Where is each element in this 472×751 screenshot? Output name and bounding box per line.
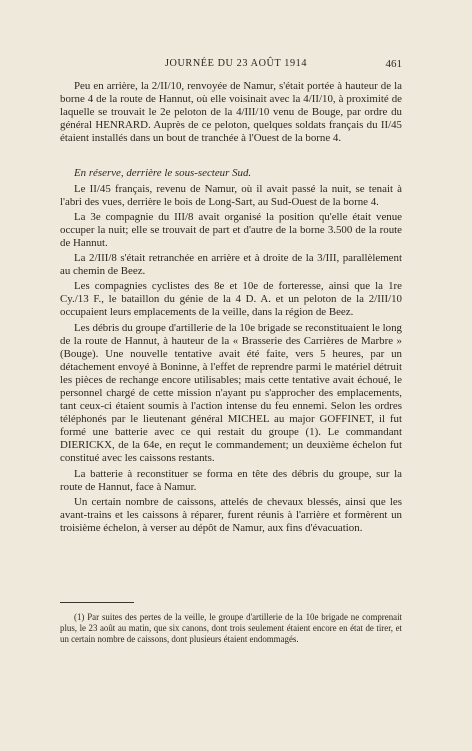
section-heading: En réserve, derrière le sous-secteur Sud.	[74, 167, 252, 180]
paragraph-8: Un certain nombre de caissons, attelés de chevaux blessés, ainsi que les avant-trains et les caissons à réparer, furent réunis à l'arrière et formèrent un troisième échelon, à verser au dépôt de Namur, aux fins d'évacuation.	[60, 495, 402, 534]
paragraph-1: Peu en arrière, la 2/II/10, renvoyée de Namur, s'était portée à hauteur de la borne 4 de la route de Hannut, où elle voisinait avec la 4/II/10, à proximité de laquelle se trouvait le 2e peloton de la 4/III/10 venu de Bouge, par ordre du général HENRARD. Auprès de ce peloton, quelques soldats français du II/45 étaient installés dans un bout de tranchée à l'Ouest de la borne 4.	[60, 80, 402, 145]
running-head: JOURNÉE DU 23 AOÛT 1914	[164, 58, 308, 69]
footnote-divider	[60, 602, 134, 603]
paragraph-7: La batterie à reconstituer se forma en tête des débris du groupe, sur la route de Hannut, face à Namur.	[60, 467, 402, 493]
body-text	[60, 80, 402, 537]
page-number: 461	[385, 58, 402, 70]
paragraph-2: Le II/45 français, revenu de Namur, où il avait passé la nuit, se tenait à l'abri des vues, derrière le bois de Long-Sart, au Sud-Ouest de la borne 4.	[60, 182, 402, 208]
paragraph-4: La 2/III/8 s'était retranchée en arrière et à droite de la 3/III, parallèlement au chemin de Beez.	[60, 252, 402, 278]
footnote: (1) Par suites des pertes de la veille, le groupe d'artillerie de la 10e brigade ne comprenait plus, le 23 août au matin, que six canons, dont trois seulement étaient encore en état de tirer, et un certain nombre de caissons, dont plusieurs étaient endommagés.	[60, 612, 402, 644]
paragraph-3: La 3e compagnie du III/8 avait organisé la position qu'elle était venue occuper la nuit; elle se trouvait de part et d'autre de la borne 3.500 de la route de Hannut.	[60, 210, 402, 249]
paragraph-5: Les compagnies cyclistes des 8e et 10e de forteresse, ainsi que la 1re Cy./13 F., le bataillon du génie de la 4 D. A. et un peloton de la 2/III/10 occupaient leurs emplacements de la veille, dans la région de Beez.	[60, 280, 402, 319]
paragraph-6: Les débris du groupe d'artillerie de la 10e brigade se reconstituaient le long de la route de Hannut, à hauteur de la « Brasserie des Carrières de Marbre » (Bouge). Une nouvelle tentative avait été faite, vers 5 heures, par un détachement envoyé à Boninne, à l'effet de reprendre parmi le matériel détruit les pièces de rechange encore utilisables; mais cette tentative avait échoué, le personnel chargé de cette mission n'ayant pu s'approcher des emplacements, tant ceux-ci étaient soumis à l'action intense du feu ennemi. Selon les ordres téléphonés par le lieutenant général MICHEL au major GOFFINET, il fut formé une batterie avec ce qui restait du groupe (1). Le commandant DIERICKX, de la 64e, en reçut le commandement; un deuxième échelon fut constitué avec les caissons restants.	[60, 321, 402, 465]
page-header	[0, 58, 472, 72]
